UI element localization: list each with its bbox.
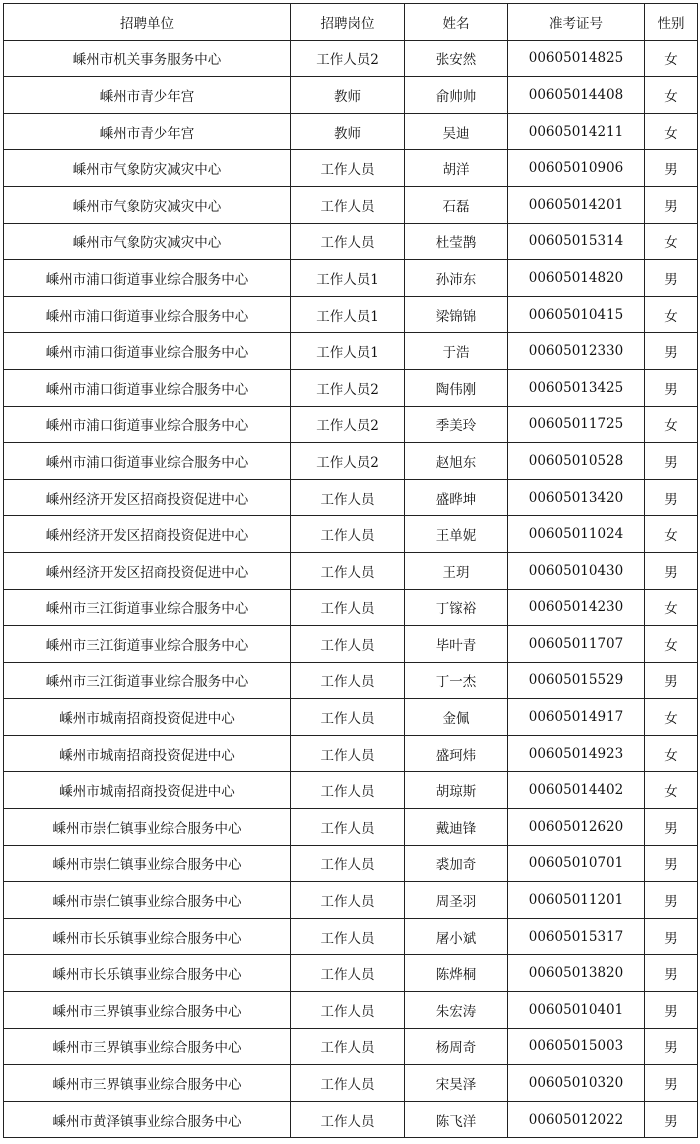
table-row [4, 223, 698, 260]
cell-name: 陶伟刚 [405, 369, 508, 406]
cell-exam-id: 00605014211 [508, 113, 645, 150]
cell-name: 梁锦锦 [405, 296, 508, 333]
cell-name: 孙沛东 [405, 260, 508, 297]
cell-gender: 女 [645, 113, 698, 150]
cell-gender: 男 [645, 150, 698, 187]
cell-unit: 嵊州市浦口街道事业综合服务中心 [4, 443, 291, 480]
cell-name: 俞帅帅 [405, 77, 508, 114]
cell-gender: 男 [645, 260, 698, 297]
cell-unit: 嵊州市气象防灾减灾中心 [4, 186, 291, 223]
header-exam-id: 准考证号 [508, 4, 645, 41]
cell-unit: 嵊州市三界镇事业综合服务中心 [4, 992, 291, 1029]
cell-gender: 女 [645, 589, 698, 626]
cell-post: 工作人员 [291, 150, 405, 187]
cell-unit: 嵊州市三界镇事业综合服务中心 [4, 1065, 291, 1102]
header-gender: 性别 [645, 4, 698, 41]
cell-name: 吴迪 [405, 113, 508, 150]
table-row [4, 260, 698, 297]
cell-name: 盛珂炜 [405, 735, 508, 772]
cell-post: 教师 [291, 113, 405, 150]
cell-post: 工作人员1 [291, 260, 405, 297]
cell-gender: 女 [645, 406, 698, 443]
cell-gender: 男 [645, 882, 698, 919]
cell-unit: 嵊州市浦口街道事业综合服务中心 [4, 333, 291, 370]
table-row [4, 662, 698, 699]
cell-gender: 男 [645, 662, 698, 699]
table-row [4, 955, 698, 992]
cell-name: 屠小斌 [405, 918, 508, 955]
cell-gender: 男 [645, 552, 698, 589]
cell-gender: 女 [645, 223, 698, 260]
cell-gender: 男 [645, 955, 698, 992]
cell-name: 朱宏涛 [405, 992, 508, 1029]
cell-post: 工作人员 [291, 1065, 405, 1102]
cell-exam-id: 00605014230 [508, 589, 645, 626]
cell-name: 金佩 [405, 699, 508, 736]
cell-post: 工作人员 [291, 845, 405, 882]
table-row [4, 735, 698, 772]
cell-post: 工作人员 [291, 626, 405, 663]
cell-post: 工作人员 [291, 662, 405, 699]
cell-exam-id: 00605011201 [508, 882, 645, 919]
cell-gender: 男 [645, 1101, 698, 1138]
cell-name: 胡琼斯 [405, 772, 508, 809]
cell-unit: 嵊州市崇仁镇事业综合服务中心 [4, 809, 291, 846]
cell-post: 工作人员1 [291, 296, 405, 333]
cell-post: 工作人员2 [291, 406, 405, 443]
cell-unit: 嵊州经济开发区招商投资促进中心 [4, 552, 291, 589]
table-row [4, 516, 698, 553]
cell-name: 裘加奇 [405, 845, 508, 882]
cell-exam-id: 00605011024 [508, 516, 645, 553]
cell-unit: 嵊州市城南招商投资促进中心 [4, 772, 291, 809]
cell-unit: 嵊州市三界镇事业综合服务中心 [4, 1028, 291, 1065]
cell-name: 毕叶青 [405, 626, 508, 663]
table-row [4, 333, 698, 370]
cell-name: 赵旭东 [405, 443, 508, 480]
cell-unit: 嵊州市长乐镇事业综合服务中心 [4, 955, 291, 992]
cell-exam-id: 00605014917 [508, 699, 645, 736]
cell-post: 工作人员 [291, 552, 405, 589]
cell-unit: 嵊州经济开发区招商投资促进中心 [4, 479, 291, 516]
table-body [4, 40, 698, 1138]
cell-gender: 女 [645, 296, 698, 333]
cell-name: 张安然 [405, 40, 508, 77]
cell-post: 工作人员 [291, 735, 405, 772]
cell-name: 丁一杰 [405, 662, 508, 699]
cell-name: 陈飞洋 [405, 1101, 508, 1138]
cell-gender: 男 [645, 992, 698, 1029]
cell-post: 工作人员 [291, 772, 405, 809]
table-row [4, 589, 698, 626]
cell-post: 工作人员1 [291, 333, 405, 370]
cell-unit: 嵊州市气象防灾减灾中心 [4, 150, 291, 187]
cell-gender: 女 [645, 699, 698, 736]
table-row [4, 845, 698, 882]
table-row [4, 626, 698, 663]
cell-gender: 女 [645, 516, 698, 553]
cell-post: 工作人员 [291, 1028, 405, 1065]
table-row [4, 882, 698, 919]
cell-exam-id: 00605010701 [508, 845, 645, 882]
cell-exam-id: 00605015317 [508, 918, 645, 955]
cell-exam-id: 00605010430 [508, 552, 645, 589]
cell-exam-id: 00605014923 [508, 735, 645, 772]
cell-unit: 嵊州经济开发区招商投资促进中心 [4, 516, 291, 553]
table-row [4, 186, 698, 223]
table-row [4, 40, 698, 77]
cell-exam-id: 00605011707 [508, 626, 645, 663]
cell-name: 胡洋 [405, 150, 508, 187]
cell-exam-id: 00605010401 [508, 992, 645, 1029]
table-row [4, 296, 698, 333]
candidate-table [3, 3, 698, 1138]
cell-exam-id: 00605014402 [508, 772, 645, 809]
cell-name: 季美玲 [405, 406, 508, 443]
table-row [4, 809, 698, 846]
cell-unit: 嵊州市黄泽镇事业综合服务中心 [4, 1101, 291, 1138]
table-row [4, 150, 698, 187]
table-row [4, 443, 698, 480]
cell-unit: 嵊州市机关事务服务中心 [4, 40, 291, 77]
results-sheet [3, 3, 697, 1138]
cell-unit: 嵊州市长乐镇事业综合服务中心 [4, 918, 291, 955]
cell-exam-id: 00605011725 [508, 406, 645, 443]
table-row [4, 772, 698, 809]
table-row [4, 406, 698, 443]
cell-exam-id: 00605013420 [508, 479, 645, 516]
cell-name: 王单妮 [405, 516, 508, 553]
cell-name: 戴迪锋 [405, 809, 508, 846]
cell-unit: 嵊州市三江街道事业综合服务中心 [4, 662, 291, 699]
cell-gender: 男 [645, 1028, 698, 1065]
cell-name: 周圣羽 [405, 882, 508, 919]
cell-exam-id: 00605013820 [508, 955, 645, 992]
table-row [4, 77, 698, 114]
table-row [4, 1028, 698, 1065]
table-row [4, 1065, 698, 1102]
cell-name: 于浩 [405, 333, 508, 370]
cell-post: 工作人员 [291, 699, 405, 736]
cell-exam-id: 00605015314 [508, 223, 645, 260]
cell-exam-id: 00605014408 [508, 77, 645, 114]
cell-post: 工作人员 [291, 955, 405, 992]
cell-gender: 女 [645, 735, 698, 772]
cell-post: 工作人员2 [291, 369, 405, 406]
cell-name: 王玥 [405, 552, 508, 589]
table-row [4, 479, 698, 516]
cell-gender: 男 [645, 845, 698, 882]
cell-unit: 嵊州市浦口街道事业综合服务中心 [4, 406, 291, 443]
cell-name: 丁镓裕 [405, 589, 508, 626]
cell-post: 工作人员 [291, 479, 405, 516]
cell-exam-id: 00605013425 [508, 369, 645, 406]
cell-post: 工作人员2 [291, 40, 405, 77]
cell-unit: 嵊州市青少年宫 [4, 77, 291, 114]
table-row [4, 918, 698, 955]
cell-name: 宋昊泽 [405, 1065, 508, 1102]
cell-gender: 男 [645, 479, 698, 516]
cell-unit: 嵊州市气象防灾减灾中心 [4, 223, 291, 260]
cell-gender: 男 [645, 186, 698, 223]
cell-gender: 男 [645, 369, 698, 406]
cell-unit: 嵊州市崇仁镇事业综合服务中心 [4, 882, 291, 919]
cell-gender: 女 [645, 626, 698, 663]
cell-exam-id: 00605012330 [508, 333, 645, 370]
cell-name: 杨周奇 [405, 1028, 508, 1065]
table-row [4, 552, 698, 589]
cell-unit: 嵊州市浦口街道事业综合服务中心 [4, 296, 291, 333]
cell-name: 石磊 [405, 186, 508, 223]
header-post: 招聘岗位 [291, 4, 405, 41]
cell-exam-id: 00605010415 [508, 296, 645, 333]
cell-gender: 男 [645, 809, 698, 846]
cell-post: 工作人员 [291, 186, 405, 223]
cell-exam-id: 00605010320 [508, 1065, 645, 1102]
table-row [4, 369, 698, 406]
cell-post: 工作人员 [291, 992, 405, 1029]
cell-unit: 嵊州市崇仁镇事业综合服务中心 [4, 845, 291, 882]
cell-post: 工作人员 [291, 589, 405, 626]
cell-gender: 男 [645, 443, 698, 480]
cell-exam-id: 00605015529 [508, 662, 645, 699]
header-unit: 招聘单位 [4, 4, 291, 41]
cell-post: 工作人员 [291, 882, 405, 919]
cell-gender: 女 [645, 772, 698, 809]
cell-gender: 男 [645, 1065, 698, 1102]
cell-unit: 嵊州市浦口街道事业综合服务中心 [4, 260, 291, 297]
header-name: 姓名 [405, 4, 508, 41]
cell-unit: 嵊州市浦口街道事业综合服务中心 [4, 369, 291, 406]
cell-unit: 嵊州市三江街道事业综合服务中心 [4, 589, 291, 626]
cell-gender: 女 [645, 77, 698, 114]
cell-unit: 嵊州市三江街道事业综合服务中心 [4, 626, 291, 663]
table-row [4, 699, 698, 736]
cell-gender: 女 [645, 40, 698, 77]
cell-exam-id: 00605012620 [508, 809, 645, 846]
cell-post: 工作人员2 [291, 443, 405, 480]
cell-exam-id: 00605014825 [508, 40, 645, 77]
cell-exam-id: 00605010906 [508, 150, 645, 187]
cell-post: 工作人员 [291, 516, 405, 553]
cell-unit: 嵊州市城南招商投资促进中心 [4, 699, 291, 736]
cell-post: 教师 [291, 77, 405, 114]
cell-unit: 嵊州市城南招商投资促进中心 [4, 735, 291, 772]
cell-exam-id: 00605014820 [508, 260, 645, 297]
cell-post: 工作人员 [291, 809, 405, 846]
cell-exam-id: 00605015003 [508, 1028, 645, 1065]
cell-exam-id: 00605012022 [508, 1101, 645, 1138]
cell-name: 盛晔坤 [405, 479, 508, 516]
cell-post: 工作人员 [291, 223, 405, 260]
table-header-row [4, 4, 698, 41]
cell-exam-id: 00605014201 [508, 186, 645, 223]
cell-gender: 男 [645, 918, 698, 955]
cell-name: 杜莹鹊 [405, 223, 508, 260]
table-row [4, 113, 698, 150]
cell-post: 工作人员 [291, 918, 405, 955]
cell-post: 工作人员 [291, 1101, 405, 1138]
cell-name: 陈烨桐 [405, 955, 508, 992]
table-row [4, 992, 698, 1029]
cell-gender: 男 [645, 333, 698, 370]
cell-unit: 嵊州市青少年宫 [4, 113, 291, 150]
cell-exam-id: 00605010528 [508, 443, 645, 480]
table-row [4, 1101, 698, 1138]
